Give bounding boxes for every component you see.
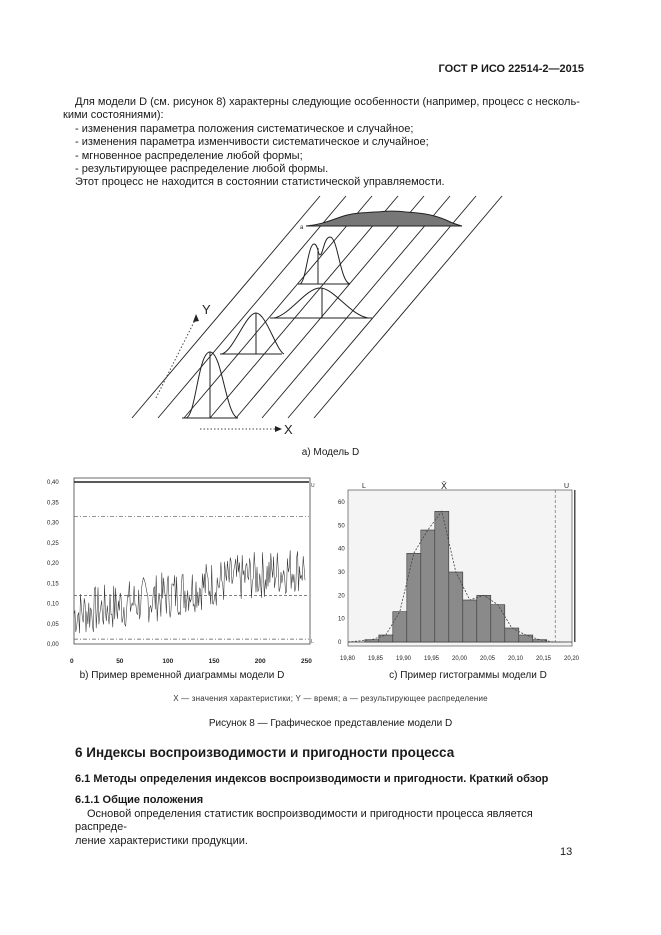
x-tick-label: 0 bbox=[70, 658, 74, 665]
x-tick-label: 20,15 bbox=[536, 656, 552, 662]
y-tick-label: 0 bbox=[338, 640, 342, 646]
section-body-line: Основой определения статистик воспроизводимости и пригодности процесса является распреде- bbox=[75, 808, 533, 834]
y-tick-label: 40 bbox=[338, 546, 345, 553]
x-tick-label: 150 bbox=[208, 658, 220, 665]
y-tick-label: 50 bbox=[338, 523, 345, 530]
intro-item: - мгновенное распределение любой формы; bbox=[75, 149, 303, 162]
y-tick-label: 0,35 bbox=[47, 500, 59, 507]
document-header: ГОСТ Р ИСО 22514-2—2015 bbox=[438, 63, 584, 75]
lower-spec-label: L bbox=[362, 483, 366, 490]
section-body bbox=[75, 808, 587, 848]
x-tick-label: 20,00 bbox=[452, 656, 468, 662]
y-tick-label: 0,00 bbox=[47, 642, 59, 648]
histogram-bar bbox=[491, 605, 505, 642]
y-axis-arrow bbox=[156, 318, 196, 398]
subsection-title: 6.1 Методы определения индексов воспроизводимости и пригодности. Краткий обзор bbox=[75, 773, 549, 785]
x-tick-label: 20,10 bbox=[508, 656, 524, 662]
figure-b-timeseries bbox=[45, 475, 320, 665]
intro-item: - изменения параметра положения систематическое и случайное; bbox=[75, 122, 414, 135]
section-body-line: ление характеристики продукции. bbox=[75, 834, 248, 847]
figure-legend-note: X — значения характеристики; Y — время; a — результирующее распределение bbox=[173, 694, 488, 703]
upper-limit-label: U bbox=[311, 483, 315, 489]
intro-lead: Для модели D (см. рисунок 8) характерны следующие особенности (например, процесс с несколь- bbox=[75, 96, 580, 108]
lower-limit-label: L bbox=[311, 639, 314, 645]
figure-c-caption: c) Пример гистограммы модели D bbox=[389, 670, 547, 681]
y-tick-label: 0,20 bbox=[47, 561, 59, 567]
y-tick-label: 20 bbox=[338, 593, 345, 600]
histogram-bar bbox=[477, 595, 491, 642]
page-number: 13 bbox=[560, 846, 573, 858]
mean-label: X̄ bbox=[441, 481, 448, 491]
y-tick-label: 30 bbox=[338, 570, 345, 576]
histogram-bar bbox=[407, 553, 421, 642]
upper-spec-label: U bbox=[564, 483, 570, 490]
y-tick-label: 10 bbox=[338, 616, 345, 623]
time-series-line bbox=[74, 550, 305, 633]
diagonal-lines bbox=[132, 196, 502, 418]
x-tick-label: 19,95 bbox=[424, 656, 440, 662]
figure-a-caption: а) Модель D bbox=[301, 447, 360, 458]
x-tick-label: 20,05 bbox=[480, 656, 496, 662]
x-tick-label: 19,90 bbox=[396, 656, 412, 662]
histogram-bar bbox=[519, 635, 533, 642]
y-tick-label: 0,10 bbox=[47, 601, 59, 608]
figure-c-histogram bbox=[338, 478, 588, 668]
y-tick-label: 60 bbox=[338, 500, 345, 506]
figure-b-caption: b) Пример временной диаграммы модели D bbox=[79, 670, 285, 681]
axis-y-label: Y bbox=[202, 302, 211, 317]
x-tick-label: 100 bbox=[162, 658, 174, 665]
resulting-distribution bbox=[306, 211, 462, 226]
marker-a: a bbox=[300, 225, 304, 231]
y-tick-label: 0,05 bbox=[47, 621, 59, 628]
distribution-curves bbox=[186, 237, 368, 418]
intro-closing: Этот процесс не находится в состоянии статистической управляемости. bbox=[75, 176, 445, 189]
intro-lead-cont: кими состояниями): bbox=[63, 109, 164, 122]
y-tick-label: 0,15 bbox=[47, 581, 59, 588]
histogram-bar bbox=[379, 635, 393, 642]
x-tick-label: 20,20 bbox=[564, 656, 580, 662]
y-tick-label: 0,25 bbox=[47, 540, 59, 547]
histogram-bar bbox=[463, 600, 477, 642]
histogram-bar bbox=[393, 612, 407, 642]
y-tick-label: 0,40 bbox=[47, 480, 59, 486]
histogram-bar bbox=[421, 530, 435, 642]
section-title: 6 Индексы воспроизводимости и пригодности процесса bbox=[75, 745, 455, 760]
figure-caption: Рисунок 8 — Графическое представление модели D bbox=[208, 718, 453, 729]
x-tick-label: 200 bbox=[254, 658, 266, 665]
intro-item: - результирующее распределение любой формы. bbox=[75, 163, 329, 176]
x-tick-label: 50 bbox=[116, 658, 124, 665]
x-tick-label: 19,85 bbox=[368, 656, 384, 662]
x-tick-label: 250 bbox=[301, 658, 312, 665]
y-tick-label: 0,30 bbox=[47, 520, 59, 527]
axis-x-label: X bbox=[284, 422, 293, 437]
intro-item: - изменения параметра изменчивости систематическое и случайное; bbox=[75, 136, 429, 149]
x-tick-label: 19,80 bbox=[340, 656, 356, 662]
subsubsection-title: 6.1.1 Общие положения bbox=[75, 794, 204, 806]
